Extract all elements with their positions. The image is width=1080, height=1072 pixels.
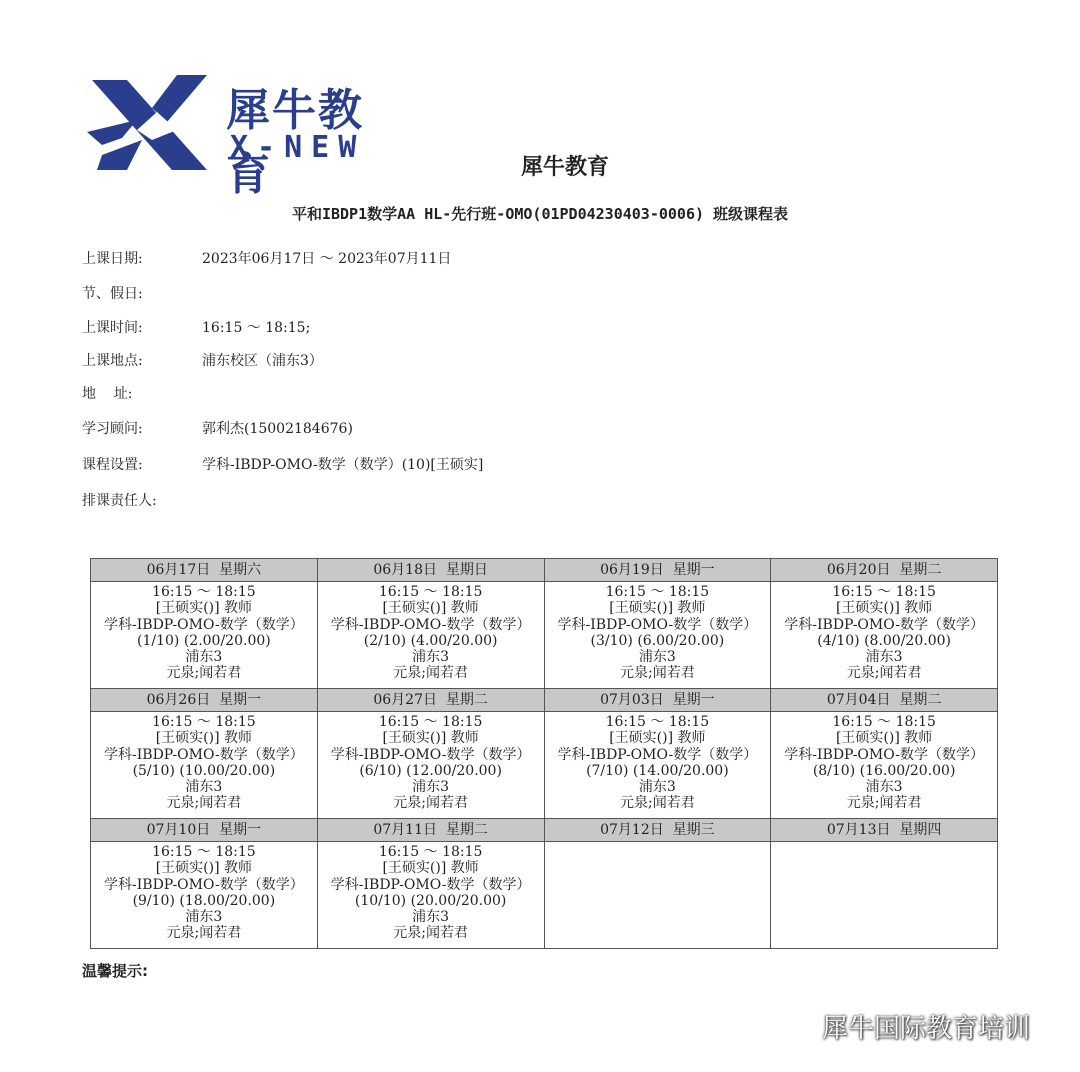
- info-label: 节、假日:: [82, 286, 143, 302]
- session-time: 16:15 ～ 18:15: [378, 714, 483, 730]
- info-value: 16:15 ～ 18:15;: [202, 320, 311, 336]
- session-cell: [317, 842, 544, 949]
- session-progress: (3/10) (6.00/20.00): [590, 632, 725, 649]
- session-staff: 元泉;闻若君: [393, 665, 468, 682]
- session-date: 07月04日 星期二: [771, 689, 998, 712]
- session-room: 浦东3: [412, 909, 450, 926]
- session-room: 浦东3: [185, 909, 223, 926]
- schedule-body-row: [91, 712, 998, 819]
- session-staff: 元泉;闻若君: [166, 925, 242, 942]
- session-cell: [317, 582, 544, 689]
- session-progress: (1/10) (2.00/20.00): [137, 632, 271, 649]
- info-value: 浦东校区（浦东3）: [202, 353, 323, 369]
- info-label: 上课时间:: [82, 320, 143, 336]
- session-date: 06月19日 星期一: [544, 559, 771, 582]
- session-cell: [544, 582, 771, 689]
- session-progress: (6/10) (12.00/20.00): [359, 762, 502, 779]
- session-cell: [91, 842, 318, 949]
- info-label: 地 址:: [82, 386, 133, 402]
- session-time: 16:15 ～ 18:15: [832, 584, 936, 600]
- session-teacher: [王硕实()] 教师: [382, 730, 479, 747]
- info-value: 2023年06月17日 ～ 2023年07月11日: [202, 251, 452, 267]
- session-staff: 元泉;闻若君: [620, 795, 695, 812]
- schedule-title: 平和IBDP1数学AA HL-先行班-OMO(01PD04230403-0006) 班级课程表: [291, 205, 789, 223]
- session-room: 浦东3: [865, 779, 903, 796]
- session-time: 16:15 ～ 18:15: [152, 584, 256, 600]
- session-course: 学科-IBDP-OMO-数学（数学）: [330, 876, 531, 893]
- session-course: 学科-IBDP-OMO-数学（数学）: [784, 616, 984, 633]
- info-label: 上课地点:: [82, 353, 143, 369]
- session-time: 16:15 ～ 18:15: [605, 714, 710, 730]
- session-course: 学科-IBDP-OMO-数学（数学）: [557, 616, 758, 633]
- session-staff: 元泉;闻若君: [393, 795, 468, 812]
- session-room: 浦东3: [865, 649, 903, 666]
- session-progress: (4/10) (8.00/20.00): [817, 632, 951, 649]
- schedule-body-row: [91, 842, 998, 949]
- session-teacher: [王硕实()] 教师: [155, 730, 253, 747]
- info-label: 排课责任人:: [82, 493, 157, 509]
- schedule-header-row: [91, 689, 998, 712]
- session-date: 06月27日 星期二: [317, 689, 544, 712]
- session-staff: 元泉;闻若君: [166, 665, 242, 682]
- session-cell: [771, 582, 998, 689]
- session-cell: [91, 582, 318, 689]
- session-teacher: [王硕实()] 教师: [835, 730, 933, 747]
- session-progress: (7/10) (14.00/20.00): [586, 762, 729, 779]
- session-cell: [544, 712, 771, 819]
- logo-english-text: X-NEW: [230, 130, 366, 165]
- session-room: 浦东3: [638, 779, 676, 796]
- session-staff: 元泉;闻若君: [846, 795, 922, 812]
- session-course: 学科-IBDP-OMO-数学（数学）: [557, 746, 758, 763]
- session-date: 07月11日 星期二: [317, 819, 544, 842]
- info-label: 课程设置:: [82, 457, 143, 473]
- session-progress: (8/10) (16.00/20.00): [812, 762, 956, 779]
- session-cell: [544, 842, 771, 949]
- session-teacher: [王硕实()] 教师: [382, 860, 479, 877]
- session-time: 16:15 ～ 18:15: [152, 844, 256, 860]
- session-time: 16:15 ～ 18:15: [152, 714, 256, 730]
- session-date: 07月10日 星期一: [91, 819, 318, 842]
- session-progress: (10/10) (20.00/20.00): [354, 892, 507, 909]
- session-time: 16:15 ～ 18:15: [832, 714, 936, 730]
- session-course: 学科-IBDP-OMO-数学（数学）: [784, 746, 984, 763]
- session-time: 16:15 ～ 18:15: [378, 584, 483, 600]
- schedule-body-row: [91, 582, 998, 689]
- session-cell: [771, 842, 998, 949]
- tips-label: 温馨提示:: [82, 962, 148, 980]
- watermark: [786, 1008, 1030, 1045]
- session-course: 学科-IBDP-OMO-数学（数学）: [104, 616, 304, 633]
- session-staff: 元泉;闻若君: [166, 795, 242, 812]
- wechat-icon: [786, 1012, 816, 1042]
- session-progress: (5/10) (10.00/20.00): [132, 762, 276, 779]
- info-value: 学科-IBDP-OMO-数学（数学）(10)[王硕实]: [202, 457, 484, 473]
- session-course: 学科-IBDP-OMO-数学（数学）: [104, 876, 304, 893]
- session-staff: 元泉;闻若君: [393, 925, 468, 942]
- session-date: 06月20日 星期二: [771, 559, 998, 582]
- session-cell: [317, 712, 544, 819]
- session-teacher: [王硕实()] 教师: [609, 600, 706, 617]
- session-time: 16:15 ～ 18:15: [378, 844, 483, 860]
- session-date: 07月12日 星期三: [544, 819, 771, 842]
- session-teacher: [王硕实()] 教师: [155, 600, 253, 617]
- session-teacher: [王硕实()] 教师: [382, 600, 479, 617]
- session-teacher: [王硕实()] 教师: [155, 860, 253, 877]
- session-course: 学科-IBDP-OMO-数学（数学）: [330, 616, 531, 633]
- session-room: 浦东3: [185, 779, 223, 796]
- session-date: 06月26日 星期一: [91, 689, 318, 712]
- session-cell: [771, 712, 998, 819]
- info-label: 上课日期:: [82, 251, 143, 267]
- session-progress: (9/10) (18.00/20.00): [132, 892, 276, 909]
- session-cell: [91, 712, 318, 819]
- watermark-text: 犀牛国际教育培训: [822, 1014, 1031, 1044]
- info-label: 学习顾问:: [82, 421, 143, 437]
- session-teacher: [王硕实()] 教师: [609, 730, 706, 747]
- session-teacher: [王硕实()] 教师: [835, 600, 933, 617]
- schedule-header-row: [91, 819, 998, 842]
- session-room: 浦东3: [412, 649, 450, 666]
- session-course: 学科-IBDP-OMO-数学（数学）: [104, 746, 304, 763]
- session-date: 06月18日 星期日: [317, 559, 544, 582]
- session-date: 06月17日 星期六: [91, 559, 318, 582]
- session-staff: 元泉;闻若君: [846, 665, 922, 682]
- info-value: 郭利杰(15002184676): [202, 421, 353, 437]
- session-room: 浦东3: [638, 649, 676, 666]
- session-date: 07月03日 星期一: [544, 689, 771, 712]
- session-progress: (2/10) (4.00/20.00): [363, 632, 498, 649]
- schedule-table: [90, 558, 998, 949]
- session-staff: 元泉;闻若君: [620, 665, 695, 682]
- session-date: 07月13日 星期四: [771, 819, 998, 842]
- schedule-header-row: [91, 559, 998, 582]
- session-room: 浦东3: [185, 649, 223, 666]
- session-course: 学科-IBDP-OMO-数学（数学）: [330, 746, 531, 763]
- organization-title: 犀牛教育: [520, 155, 609, 180]
- logo-chinese-text: 犀牛教育: [226, 85, 364, 200]
- session-time: 16:15 ～ 18:15: [605, 584, 710, 600]
- session-room: 浦东3: [412, 779, 450, 796]
